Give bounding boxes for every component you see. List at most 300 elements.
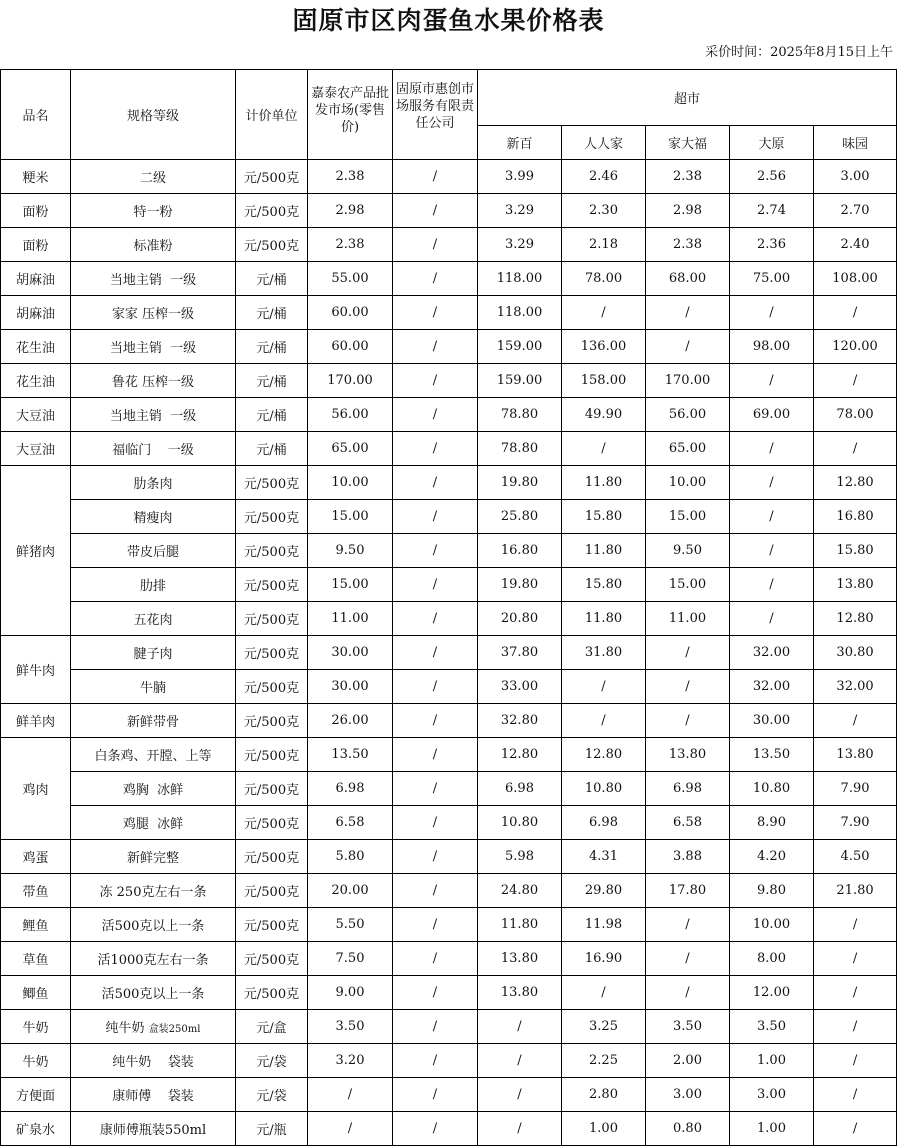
cell-price: /: [814, 1078, 897, 1112]
spec-text: 纯牛奶: [105, 1021, 145, 1036]
cell-price: 5.80: [308, 840, 393, 874]
cell-price: 30.00: [730, 704, 814, 738]
cell-product-name: 带鱼: [1, 874, 71, 908]
cell-spec: 冻 250克左右一条: [71, 874, 236, 908]
cell-product-name: 矿泉水: [1, 1112, 71, 1146]
cell-price: 78.80: [478, 398, 562, 432]
cell-price: /: [814, 942, 897, 976]
cell-price: 9.80: [730, 874, 814, 908]
cell-product-name: 大豆油: [1, 432, 71, 466]
cell-price: 56.00: [646, 398, 730, 432]
cell-unit: 元/500克: [236, 160, 308, 194]
cell-price: 6.58: [646, 806, 730, 840]
cell-price: /: [393, 602, 478, 636]
cell-price: 98.00: [730, 330, 814, 364]
cell-unit: 元/桶: [236, 262, 308, 296]
cell-spec: 标准粉: [71, 228, 236, 262]
table-row: [1, 704, 897, 738]
cell-price: 8.00: [730, 942, 814, 976]
cell-price: 2.25: [562, 1044, 646, 1078]
cell-price: 10.00: [646, 466, 730, 500]
cell-price: 32.00: [730, 670, 814, 704]
cell-price: 15.00: [646, 568, 730, 602]
cell-price: 55.00: [308, 262, 393, 296]
cell-price: 30.80: [814, 636, 897, 670]
cell-price: 24.80: [478, 874, 562, 908]
cell-price: /: [646, 976, 730, 1010]
cell-unit: 元/桶: [236, 364, 308, 398]
cell-price: 13.80: [478, 976, 562, 1010]
cell-product-name: 胡麻油: [1, 262, 71, 296]
cell-price: 19.80: [478, 466, 562, 500]
cell-price: 32.00: [814, 670, 897, 704]
cell-unit: 元/500克: [236, 568, 308, 602]
cell-price: 68.00: [646, 262, 730, 296]
cell-price: 11.80: [562, 602, 646, 636]
cell-spec: 五花肉: [71, 602, 236, 636]
cell-price: 7.90: [814, 806, 897, 840]
cell-price: 2.80: [562, 1078, 646, 1112]
cell-product-name: 牛奶: [1, 1044, 71, 1078]
cell-price: 2.38: [308, 228, 393, 262]
cell-unit: 元/500克: [236, 636, 308, 670]
cell-price: 12.00: [730, 976, 814, 1010]
cell-product-name: 花生油: [1, 330, 71, 364]
cell-spec: 活500克以上一条: [71, 976, 236, 1010]
cell-spec: 当地主销 一级: [71, 398, 236, 432]
cell-price: 78.00: [814, 398, 897, 432]
cell-price: 2.74: [730, 194, 814, 228]
table-row: [1, 738, 897, 772]
cell-spec: 带皮后腿: [71, 534, 236, 568]
cell-price: /: [730, 534, 814, 568]
cell-price: /: [730, 296, 814, 330]
cell-price: 5.98: [478, 840, 562, 874]
cell-unit: 元/500克: [236, 772, 308, 806]
cell-price: 16.80: [814, 500, 897, 534]
table-row: [1, 1044, 897, 1078]
cell-price: 15.80: [814, 534, 897, 568]
cell-unit: 元/500克: [236, 908, 308, 942]
cell-price: 13.80: [646, 738, 730, 772]
cell-price: 2.70: [814, 194, 897, 228]
cell-price: 3.00: [646, 1078, 730, 1112]
cell-product-name: 草鱼: [1, 942, 71, 976]
cell-price: /: [730, 602, 814, 636]
cell-price: 9.50: [646, 534, 730, 568]
cell-price: 1.00: [562, 1112, 646, 1146]
table-row: [1, 500, 897, 534]
cell-product-name: 鲫鱼: [1, 976, 71, 1010]
cell-price: 2.00: [646, 1044, 730, 1078]
cell-unit: 元/桶: [236, 296, 308, 330]
cell-price: 136.00: [562, 330, 646, 364]
cell-price: 6.98: [646, 772, 730, 806]
cell-price: 9.00: [308, 976, 393, 1010]
cell-price: 7.50: [308, 942, 393, 976]
cell-price: /: [393, 636, 478, 670]
cell-price: 49.90: [562, 398, 646, 432]
cell-price: /: [393, 670, 478, 704]
table-row: [1, 1010, 897, 1044]
cell-price: 2.40: [814, 228, 897, 262]
table-row: [1, 670, 897, 704]
cell-price: /: [562, 670, 646, 704]
cell-price: /: [393, 976, 478, 1010]
cell-price: /: [814, 908, 897, 942]
cell-spec: 康师傅瓶装550ml: [71, 1112, 236, 1146]
cell-price: 2.30: [562, 194, 646, 228]
cell-price: 60.00: [308, 330, 393, 364]
cell-unit: 元/500克: [236, 704, 308, 738]
cell-price: 2.36: [730, 228, 814, 262]
cell-price: 4.20: [730, 840, 814, 874]
cell-price: 6.98: [478, 772, 562, 806]
table-row: [1, 840, 897, 874]
cell-price: 15.80: [562, 568, 646, 602]
cell-product-name: 粳米: [1, 160, 71, 194]
cell-price: /: [393, 806, 478, 840]
cell-spec: 当地主销 一级: [71, 262, 236, 296]
table-row: [1, 160, 897, 194]
table-row: [1, 772, 897, 806]
cell-price: /: [646, 670, 730, 704]
cell-price: /: [478, 1078, 562, 1112]
cell-price: /: [646, 636, 730, 670]
cell-spec: 肋排: [71, 568, 236, 602]
table-row: [1, 432, 897, 466]
cell-price: 12.80: [814, 602, 897, 636]
cell-price: /: [308, 1078, 393, 1112]
table-row: [1, 942, 897, 976]
cell-price: /: [814, 1112, 897, 1146]
cell-product-name: 花生油: [1, 364, 71, 398]
cell-price: /: [393, 1044, 478, 1078]
cell-unit: 元/500克: [236, 806, 308, 840]
cell-price: /: [646, 908, 730, 942]
cell-product-name: 面粉: [1, 228, 71, 262]
cell-spec: 鲁花 压榨一级: [71, 364, 236, 398]
cell-price: /: [814, 432, 897, 466]
cell-price: /: [308, 1112, 393, 1146]
cell-price: 15.00: [308, 500, 393, 534]
cell-price: 6.98: [308, 772, 393, 806]
cell-price: 19.80: [478, 568, 562, 602]
cell-price: 11.00: [646, 602, 730, 636]
cell-price: 13.80: [478, 942, 562, 976]
cell-spec: 新鲜完整: [71, 840, 236, 874]
cell-price: 13.50: [308, 738, 393, 772]
cell-spec: 特一粉: [71, 194, 236, 228]
cell-price: 3.99: [478, 160, 562, 194]
cell-spec: 鸡胸 冰鲜: [71, 772, 236, 806]
cell-price: /: [393, 908, 478, 942]
table-row: [1, 568, 897, 602]
cell-spec: 活500克以上一条: [71, 908, 236, 942]
cell-spec: 纯牛奶 袋装: [71, 1044, 236, 1078]
cell-price: 3.00: [814, 160, 897, 194]
cell-price: /: [478, 1044, 562, 1078]
cell-unit: 元/500克: [236, 874, 308, 908]
cell-price: 2.38: [646, 160, 730, 194]
table-row: [1, 330, 897, 364]
cell-price: /: [393, 772, 478, 806]
cell-price: 159.00: [478, 330, 562, 364]
cell-price: 65.00: [308, 432, 393, 466]
cell-spec: 白条鸡、开膛、上等: [71, 738, 236, 772]
header-market-jiatai: 嘉泰农产品批发市场(零售价): [308, 70, 393, 160]
table-row: [1, 534, 897, 568]
cell-price: /: [562, 432, 646, 466]
cell-unit: 元/瓶: [236, 1112, 308, 1146]
cell-price: /: [646, 330, 730, 364]
table-row: [1, 874, 897, 908]
price-table: [0, 69, 897, 1146]
cell-price: 20.80: [478, 602, 562, 636]
cell-price: 33.00: [478, 670, 562, 704]
cell-price: 2.38: [646, 228, 730, 262]
cell-spec: 新鲜带骨: [71, 704, 236, 738]
cell-price: 4.50: [814, 840, 897, 874]
cell-price: /: [393, 840, 478, 874]
cell-unit: 元/500克: [236, 466, 308, 500]
cell-price: /: [562, 296, 646, 330]
cell-price: /: [478, 1112, 562, 1146]
cell-unit: 元/500克: [236, 228, 308, 262]
cell-price: /: [393, 534, 478, 568]
cell-price: 3.29: [478, 194, 562, 228]
table-row: [1, 262, 897, 296]
cell-spec: 腱子肉: [71, 636, 236, 670]
cell-price: 3.50: [646, 1010, 730, 1044]
cell-price: 2.98: [646, 194, 730, 228]
cell-price: 78.80: [478, 432, 562, 466]
cell-price: 15.00: [308, 568, 393, 602]
cell-spec: 牛腩: [71, 670, 236, 704]
cell-price: /: [730, 568, 814, 602]
cell-unit: 元/500克: [236, 942, 308, 976]
cell-price: 6.98: [562, 806, 646, 840]
cell-price: 10.00: [730, 908, 814, 942]
cell-price: 31.80: [562, 636, 646, 670]
cell-price: 158.00: [562, 364, 646, 398]
cell-price: 1.00: [730, 1044, 814, 1078]
cell-price: 13.80: [814, 738, 897, 772]
cell-unit: 元/500克: [236, 840, 308, 874]
cell-spec: 二级: [71, 160, 236, 194]
table-row: [1, 806, 897, 840]
cell-price: /: [393, 568, 478, 602]
table-row: [1, 364, 897, 398]
cell-price: 11.80: [478, 908, 562, 942]
cell-price: /: [730, 432, 814, 466]
cell-price: 60.00: [308, 296, 393, 330]
table-row: [1, 1112, 897, 1146]
cell-price: /: [730, 364, 814, 398]
cell-price: 10.80: [478, 806, 562, 840]
cell-product-name: 鲜猪肉: [1, 466, 71, 636]
cell-price: 1.00: [730, 1112, 814, 1146]
cell-price: 12.80: [478, 738, 562, 772]
cell-price: /: [393, 398, 478, 432]
cell-price: /: [478, 1010, 562, 1044]
cell-price: 9.50: [308, 534, 393, 568]
cell-product-name: 方便面: [1, 1078, 71, 1112]
cell-price: 3.00: [730, 1078, 814, 1112]
cell-price: 3.50: [730, 1010, 814, 1044]
cell-price: /: [393, 228, 478, 262]
cell-spec: [71, 1010, 236, 1044]
cell-price: 11.00: [308, 602, 393, 636]
cell-price: /: [646, 704, 730, 738]
cell-price: 6.58: [308, 806, 393, 840]
cell-price: /: [393, 466, 478, 500]
cell-price: 3.88: [646, 840, 730, 874]
page-title: 固原市区肉蛋鱼水果价格表: [292, 6, 605, 35]
cell-price: 17.80: [646, 874, 730, 908]
collect-time: 采价时间：2025年8月15日上午: [705, 45, 893, 60]
cell-price: 108.00: [814, 262, 897, 296]
cell-price: 69.00: [730, 398, 814, 432]
cell-price: 78.00: [562, 262, 646, 296]
cell-unit: 元/500克: [236, 534, 308, 568]
cell-price: /: [814, 1044, 897, 1078]
cell-price: 26.00: [308, 704, 393, 738]
cell-unit: 元/500克: [236, 602, 308, 636]
header-unit: 计价单位: [236, 70, 308, 160]
cell-price: 32.00: [730, 636, 814, 670]
cell-price: 15.80: [562, 500, 646, 534]
cell-product-name: 鲤鱼: [1, 908, 71, 942]
cell-product-name: 面粉: [1, 194, 71, 228]
cell-price: 25.80: [478, 500, 562, 534]
cell-price: /: [814, 976, 897, 1010]
cell-price: 10.80: [562, 772, 646, 806]
cell-price: /: [393, 194, 478, 228]
header-store-weiyuan: 味园: [814, 126, 897, 160]
header-market-huichuang: 固原市惠创市场服务有限责任公司: [393, 70, 478, 160]
cell-price: 7.90: [814, 772, 897, 806]
cell-price: /: [646, 296, 730, 330]
cell-unit: 元/袋: [236, 1044, 308, 1078]
cell-price: /: [393, 364, 478, 398]
header-store-xinbai: 新百: [478, 126, 562, 160]
cell-price: 29.80: [562, 874, 646, 908]
table-row: [1, 908, 897, 942]
cell-price: 3.50: [308, 1010, 393, 1044]
cell-product-name: 鸡蛋: [1, 840, 71, 874]
cell-price: /: [393, 704, 478, 738]
cell-unit: 元/桶: [236, 330, 308, 364]
cell-spec: 福临门 一级: [71, 432, 236, 466]
cell-unit: 元/袋: [236, 1078, 308, 1112]
cell-price: 5.50: [308, 908, 393, 942]
cell-price: /: [393, 874, 478, 908]
cell-product-name: 鲜牛肉: [1, 636, 71, 704]
cell-unit: 元/500克: [236, 738, 308, 772]
header-name: 品名: [1, 70, 71, 160]
cell-price: 3.25: [562, 1010, 646, 1044]
cell-price: /: [646, 942, 730, 976]
cell-price: 37.80: [478, 636, 562, 670]
cell-price: 3.20: [308, 1044, 393, 1078]
cell-price: 75.00: [730, 262, 814, 296]
cell-spec: 康师傅 袋装: [71, 1078, 236, 1112]
cell-price: 3.29: [478, 228, 562, 262]
cell-unit: 元/500克: [236, 976, 308, 1010]
cell-price: 32.80: [478, 704, 562, 738]
cell-price: 120.00: [814, 330, 897, 364]
cell-price: /: [814, 704, 897, 738]
cell-price: 4.31: [562, 840, 646, 874]
cell-price: /: [393, 432, 478, 466]
cell-price: 11.80: [562, 534, 646, 568]
header-spec: 规格等级: [71, 70, 236, 160]
cell-price: /: [814, 296, 897, 330]
table-row: [1, 228, 897, 262]
cell-price: 12.80: [562, 738, 646, 772]
cell-spec: 当地主销 一级: [71, 330, 236, 364]
table-row: [1, 636, 897, 670]
cell-spec: 肋条肉: [71, 466, 236, 500]
cell-price: /: [814, 1010, 897, 1044]
cell-price: /: [562, 976, 646, 1010]
cell-price: 2.98: [308, 194, 393, 228]
cell-price: 118.00: [478, 296, 562, 330]
header-supermarket: 超市: [478, 70, 897, 126]
cell-spec: 活1000克左右一条: [71, 942, 236, 976]
cell-price: /: [393, 160, 478, 194]
cell-price: 16.80: [478, 534, 562, 568]
cell-unit: 元/桶: [236, 432, 308, 466]
cell-product-name: 胡麻油: [1, 296, 71, 330]
cell-product-name: 大豆油: [1, 398, 71, 432]
header-store-renrenjia: 人人家: [562, 126, 646, 160]
cell-price: /: [393, 942, 478, 976]
table-row: [1, 466, 897, 500]
cell-price: /: [393, 738, 478, 772]
cell-price: 56.00: [308, 398, 393, 432]
cell-price: 2.38: [308, 160, 393, 194]
cell-price: /: [730, 466, 814, 500]
cell-price: 13.80: [814, 568, 897, 602]
cell-unit: 元/盒: [236, 1010, 308, 1044]
cell-price: 8.90: [730, 806, 814, 840]
cell-price: 20.00: [308, 874, 393, 908]
cell-spec: 精瘦肉: [71, 500, 236, 534]
cell-price: /: [562, 704, 646, 738]
cell-unit: 元/500克: [236, 500, 308, 534]
cell-price: 2.18: [562, 228, 646, 262]
header-store-dayuan: 大原: [730, 126, 814, 160]
header-store-jiadafu: 家大福: [646, 126, 730, 160]
price-table-body: [1, 160, 897, 1146]
table-row: [1, 296, 897, 330]
cell-price: 10.00: [308, 466, 393, 500]
cell-price: /: [393, 500, 478, 534]
table-row: [1, 976, 897, 1010]
cell-unit: 元/500克: [236, 670, 308, 704]
cell-product-name: 牛奶: [1, 1010, 71, 1044]
cell-spec: 鸡腿 冰鲜: [71, 806, 236, 840]
cell-price: /: [814, 364, 897, 398]
cell-unit: 元/桶: [236, 398, 308, 432]
cell-price: 30.00: [308, 636, 393, 670]
cell-price: 2.56: [730, 160, 814, 194]
spec-note: 盒装250ml: [148, 1024, 201, 1035]
cell-product-name: 鸡肉: [1, 738, 71, 840]
cell-price: 118.00: [478, 262, 562, 296]
